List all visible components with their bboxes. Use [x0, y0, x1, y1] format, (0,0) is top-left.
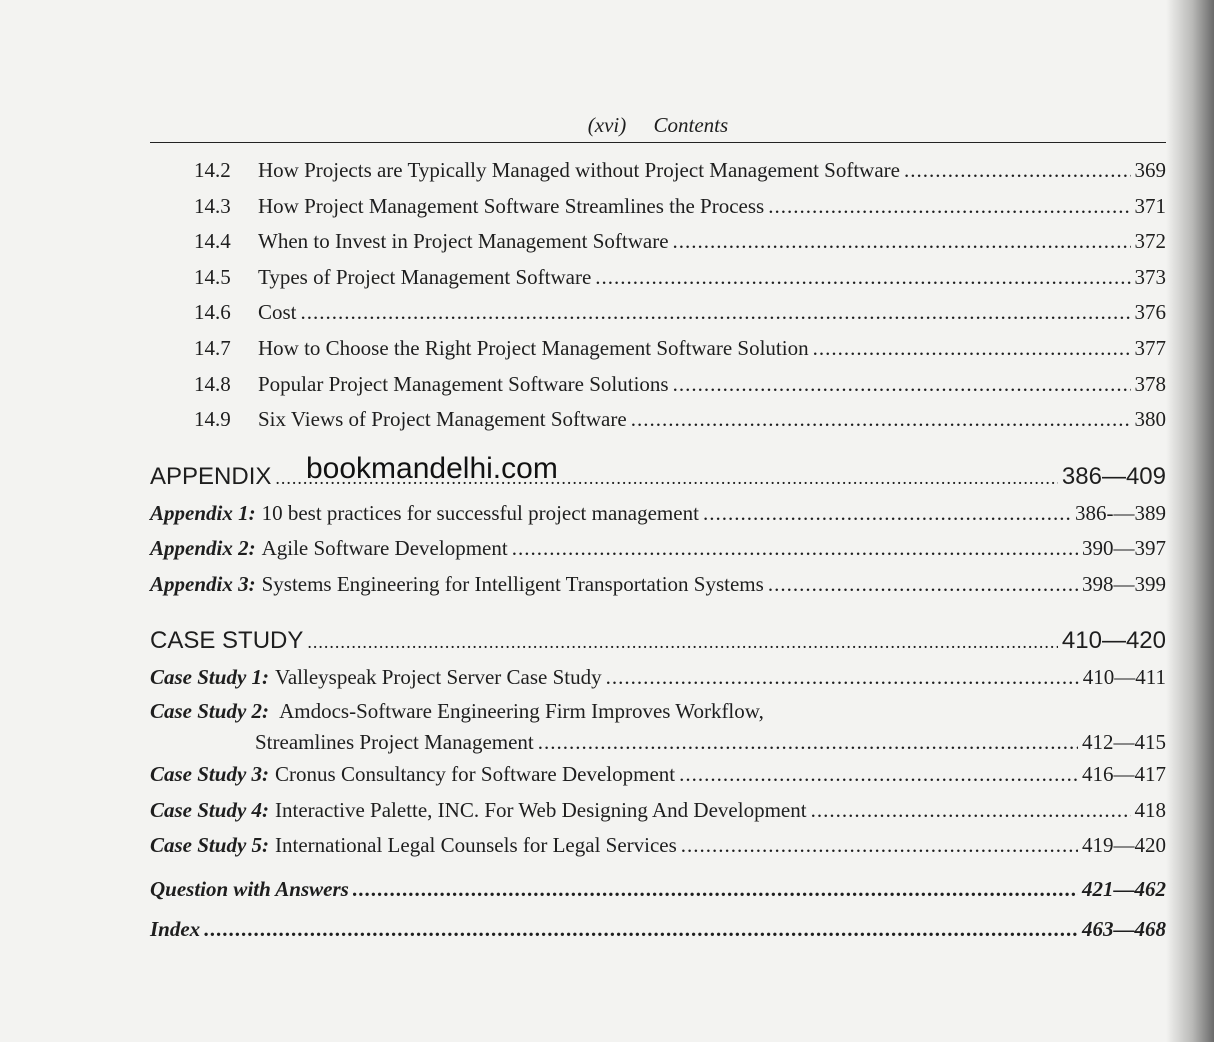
case-study-entry: [150, 793, 1166, 828]
appendix-item-pages: 390—397: [1082, 536, 1166, 561]
dot-leader: [538, 727, 1078, 757]
case-study-title: CASE STUDY: [150, 626, 304, 654]
dot-leader: [204, 909, 1078, 949]
page-edge-shadow: [1166, 0, 1214, 1042]
toc-entry: [150, 367, 1166, 403]
appendix-item-title: 10 best practices for successful project management: [261, 500, 699, 525]
case-study-item-pages: 412—415: [1082, 730, 1166, 755]
dot-leader: [631, 402, 1131, 438]
case-study-label: Case Study 1:: [150, 664, 270, 689]
questions-title: Question with Answers: [150, 877, 349, 902]
appendix-item-title: Systems Engineering for Intelligent Transportation Systems: [261, 571, 764, 596]
case-study-heading: [150, 622, 1166, 660]
toc-entry: [150, 331, 1166, 367]
section-title: Six Views of Project Management Software: [258, 407, 627, 432]
dot-leader: [606, 660, 1079, 695]
section-title: Types of Project Management Software: [258, 264, 592, 289]
header-page-number: (xvi): [587, 113, 627, 137]
toc-entry: [150, 189, 1166, 225]
case-study-item-title: Cronus Consultancy for Software Development: [275, 762, 676, 787]
dot-leader: [703, 496, 1071, 531]
case-study-item-title: Interactive Palette, INC. For Web Designing And Development: [275, 797, 807, 822]
appendix-label: Appendix 3:: [150, 571, 256, 596]
questions-entry: [150, 869, 1166, 909]
appendix-heading: [150, 458, 1166, 496]
section-list: [150, 153, 1166, 438]
case-study-item-pages: 419—420: [1082, 833, 1166, 858]
section-title: How Projects are Typically Managed without Project Management Software: [258, 158, 900, 182]
section-number: 14.2: [194, 158, 231, 182]
case-study-label: Case Study 5:: [150, 833, 270, 858]
header-title: Contents: [653, 113, 729, 137]
questions-pages: 421—462: [1082, 877, 1166, 902]
dot-leader: [673, 224, 1131, 260]
section-number: 14.7: [194, 335, 231, 360]
dot-leader: [813, 331, 1131, 367]
page-number: 371: [1134, 193, 1166, 218]
toc-entry: [150, 224, 1166, 260]
page-number: 378: [1134, 371, 1166, 396]
section-title: Cost: [258, 300, 297, 325]
section-title: How Project Management Software Streamlines the Process: [258, 193, 765, 218]
appendix-title: APPENDIX: [150, 462, 272, 490]
section-number: 14.3: [194, 193, 231, 218]
toc-entry: [150, 295, 1166, 331]
toc-entry: [150, 260, 1166, 296]
dot-leader: [904, 153, 1131, 189]
section-title: Popular Project Management Software Solutions: [258, 371, 669, 396]
page-number: 373: [1134, 264, 1166, 289]
case-study-pages: 410—420: [1061, 626, 1166, 654]
dot-leader: [679, 757, 1078, 792]
toc-entry: [150, 402, 1166, 438]
case-study-item-title: Valleyspeak Project Server Case Study: [275, 664, 602, 689]
appendix-label: Appendix 2:: [150, 536, 256, 561]
index-entry: [150, 909, 1166, 949]
page-number: 380: [1134, 407, 1166, 432]
case-study-list: [150, 660, 1166, 864]
section-number: 14.9: [194, 407, 231, 432]
case-study-entry: [150, 757, 1166, 792]
dot-leader: [595, 260, 1130, 296]
index-pages: 463—468: [1082, 917, 1166, 942]
toc-entry: [150, 153, 1166, 189]
page-number: 376: [1134, 300, 1166, 325]
running-header: [150, 108, 1166, 142]
appendix-item-title: Agile Software Development: [261, 536, 508, 561]
case-study-item-title: International Legal Counsels for Legal Services: [275, 833, 677, 858]
appendix-pages: 386—409: [1061, 462, 1166, 490]
section-number: 14.4: [194, 229, 231, 254]
dot-leader: [673, 367, 1131, 403]
section-number: 14.8: [194, 371, 231, 396]
section-number: 14.5: [194, 264, 231, 289]
case-study-item-pages: 410—411: [1082, 664, 1166, 689]
appendix-list: [150, 496, 1166, 602]
dot-leader: [353, 869, 1078, 909]
appendix-entry: [150, 567, 1166, 602]
appendix-item-pages: 398—399: [1082, 571, 1166, 596]
dot-leader: [681, 828, 1078, 863]
dot-leader: [768, 567, 1078, 602]
appendix-entry: [150, 531, 1166, 566]
case-study-entry: [150, 828, 1166, 863]
watermark-text: bookmandelhi.com: [306, 452, 558, 485]
page-number: 372: [1134, 229, 1166, 254]
dot-leader: [811, 793, 1131, 828]
section-number: 14.6: [194, 300, 231, 325]
dot-leader: [307, 623, 1058, 661]
section-title: When to Invest in Project Management Software: [258, 229, 669, 254]
case-study-entry: [150, 695, 1166, 757]
case-study-label: Case Study 3:: [150, 762, 270, 787]
appendix-item-pages: 386-—389: [1075, 500, 1166, 525]
dot-leader: [512, 531, 1078, 566]
appendix-label: Appendix 1:: [150, 500, 256, 525]
case-study-label: Case Study 4:: [150, 797, 270, 822]
appendix-entry: [150, 496, 1166, 531]
case-study-entry: [150, 660, 1166, 695]
section-title: How to Choose the Right Project Management Software Solution: [258, 335, 809, 360]
contents-page: [150, 108, 1166, 949]
dot-leader: [301, 295, 1131, 331]
header-rule: [150, 142, 1166, 143]
case-study-item-pages: 418: [1134, 797, 1166, 822]
dot-leader: [768, 189, 1130, 225]
case-study-label: Case Study 2:: [150, 699, 270, 724]
case-study-item-title: Amdocs-Software Engineering Firm Improves Workflow,: [279, 699, 764, 724]
page-number: 377: [1134, 335, 1166, 360]
case-study-item-title-cont: Streamlines Project Management: [255, 730, 534, 755]
index-title: Index: [150, 917, 201, 942]
page-number: 369: [1134, 158, 1166, 182]
case-study-item-pages: 416—417: [1082, 762, 1166, 787]
